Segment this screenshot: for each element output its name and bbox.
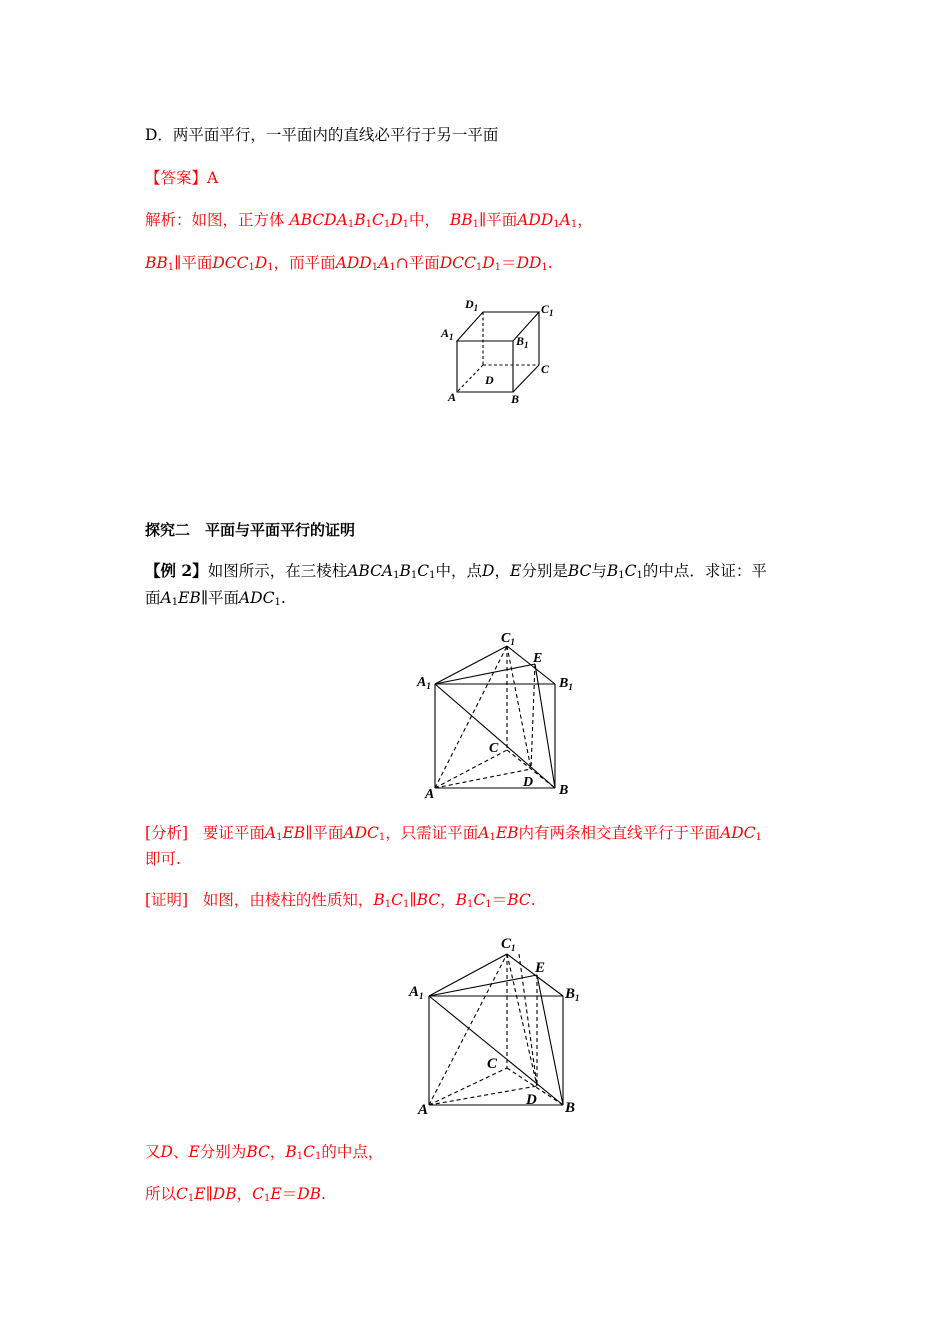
prism1-label-a1: $A_1$ — [417, 675, 431, 691]
prism1-edge-a1c1 — [435, 646, 507, 684]
section-title: 探究二 平面与平面平行的证明 — [145, 521, 356, 539]
prism2-label-b: B — [565, 1100, 576, 1116]
prism2-label-a: A — [418, 1102, 429, 1118]
cube-label-a1: $A_1$ — [441, 326, 454, 342]
prism2-edge-eb — [537, 975, 563, 1105]
prism1-label-b: B — [559, 783, 569, 798]
prism2-edge-a1b — [429, 996, 563, 1105]
proof-line-2: 又D、E分别为BC，$B_1C_1$的中点， — [145, 1143, 384, 1162]
prism2-label-d: D — [526, 1092, 537, 1108]
prism2-label-a1: $A_1$ — [409, 984, 424, 1001]
prism1-hidden-ed — [531, 664, 535, 769]
prism1-hidden-ad — [435, 769, 534, 790]
prism1-edge-eb — [535, 664, 555, 788]
prism2-hidden-ac — [429, 1068, 507, 1105]
cube-label-a: A — [448, 390, 457, 404]
answer-label: 【答案】 — [145, 169, 208, 187]
proof-label: [证明] — [145, 891, 189, 909]
prism1-label-e: E — [533, 651, 543, 666]
prism1-edge-a1e — [435, 664, 535, 684]
answer-value: A — [207, 169, 219, 187]
proof-line-3: 所以$C_1E\parallel DB$，$C_1E=DB$. — [145, 1185, 326, 1204]
prism2-hidden-ad — [429, 1086, 537, 1105]
cube-label-b: B — [511, 392, 520, 406]
fenxi-label: [分析] — [145, 824, 189, 842]
answer-line — [145, 168, 218, 188]
fenxi-line-2: 即可. — [145, 850, 181, 868]
prism1-label-c1: $C_1$ — [501, 631, 515, 647]
prism1-edge-a1b — [435, 684, 555, 788]
analysis-line-2: $BB_1\parallel$平面$DCC_1D_1$，而平面$ADD_1A_1\cap$平面$DCC_1D_1=DD_1$. — [145, 254, 553, 273]
example-label: 【例 2】 — [145, 561, 208, 580]
cube-label-c: C — [541, 362, 550, 376]
example-line-1: 【例 2】如图所示，在三棱柱$ABCA_1B_1C_1$中，点D，E分别是BC与$B_1C_1$的中点．求证：平 — [145, 561, 767, 581]
prism1-hidden-ac1 — [435, 646, 507, 788]
analysis-line-1: 解析：如图，正方体 $ABCDA_1B_1C_1D_1$中， $BB_1\parallel$平面$ADD_1A_1$， — [145, 211, 593, 230]
prism1-label-a: A — [425, 787, 435, 802]
prism2-label-b1: $B_1$ — [565, 986, 580, 1003]
cube-edge-cb — [513, 365, 539, 392]
option-d: D．两平面平行，一平面内的直线必平行于另一平面 — [145, 126, 499, 144]
cube-label-d1: $D_1$ — [465, 297, 479, 313]
proof-line: [证明] 如图，由棱柱的性质知，$B_1C_1\parallel BC$，$B_1C_1=BC$. — [145, 891, 536, 910]
prism2-edge-a1e — [429, 975, 537, 996]
prism1-label-d: D — [523, 775, 534, 790]
fenxi-line-1: [分析] 要证平面$A_1EB\parallel$平面$ADC_1$，只需证平面$A_1EB$内有两条相交直线平行于平面$ADC_1$ — [145, 824, 762, 843]
prism1-hidden-c1d — [507, 646, 531, 769]
cube-label-b1: $B_1$ — [516, 334, 529, 350]
prism-figure-2 — [407, 930, 587, 1120]
prism2-hidden-ac1 — [429, 954, 507, 1105]
prism2-edge-a1c1 — [429, 954, 507, 996]
cube-label-d: D — [485, 373, 494, 387]
example-line-2: 面$A_1EB\parallel$平面$ADC_1$. — [145, 589, 286, 608]
prism2-label-c: C — [487, 1056, 498, 1072]
prism2-label-c1: $C_1$ — [501, 936, 516, 953]
prism1-label-b1: $B_1$ — [559, 676, 573, 692]
prism1-label-c: C — [489, 741, 499, 756]
cube-top-face — [457, 312, 539, 341]
prism2-label-e: E — [535, 960, 546, 976]
cube-hidden-da — [457, 365, 483, 392]
prism-figure-1 — [415, 622, 585, 802]
cube-figure — [435, 295, 560, 410]
cube-label-c1: $C_1$ — [541, 302, 554, 318]
